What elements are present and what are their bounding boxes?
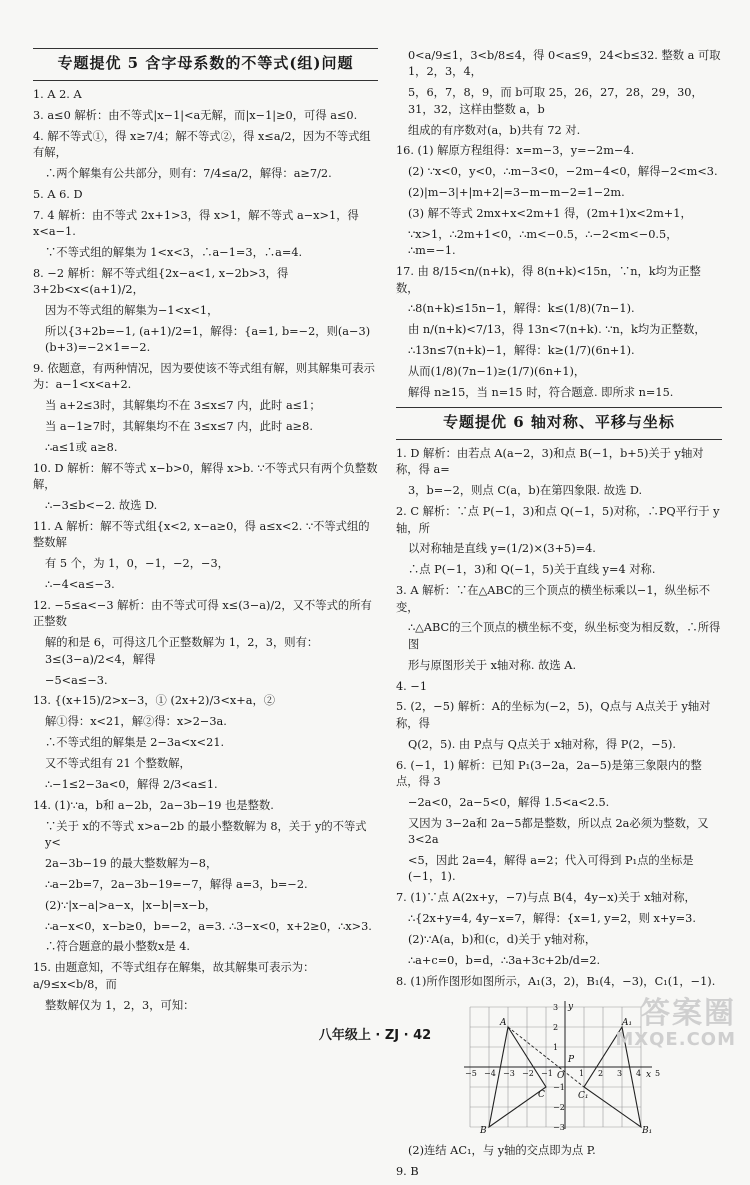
left-column — [33, 48, 378, 1018]
answer-line: −2a<0，2a−5<0，解得 1.5<a<2.5. — [408, 795, 610, 809]
answer-line: 7. (1)∵点 A(2x+y，−7)与点 B(4，4y−x)关于 x轴对称， — [396, 891, 696, 905]
x-tick-label: 5 — [655, 1068, 661, 1078]
answer-line: 又因为 3−2a和 2a−5都是整数，所以点 2a必须为整数，又 3<2a — [408, 816, 709, 846]
answer-line: ∴{2x+y=4, 4y−x=7，解得：{x=1, y=2，则 x+y=3. — [408, 912, 696, 925]
y-tick-label: 2 — [553, 1022, 559, 1032]
y-tick-label: 1 — [553, 1042, 559, 1052]
x-tick-label: −2 — [522, 1068, 534, 1078]
point-b1-label: B₁ — [642, 1125, 653, 1136]
answer-line: ∴点 P(−1，3)和 Q(−1，5)关于直线 y=4 对称. — [408, 563, 656, 577]
answer-line: (2)∵A(a，b)和(c，d)关于 y轴对称， — [408, 932, 597, 946]
answer-line: 1. A 2. A — [33, 87, 82, 101]
answer-line: 15. 由题意知，不等式组存在解集，故其解集可表示为：a/9≤x<b/8，而 — [33, 961, 315, 991]
point-a-label: A — [500, 1017, 507, 1028]
right-answer-list-end — [396, 1143, 722, 1180]
answer-line: (2)|m−3|+|m+2|=3−m−m−2=1−2m. — [408, 186, 625, 200]
section-title-5: 专题提优 5 含字母系数的不等式(组)问题 — [33, 48, 378, 81]
answer-line: ∵关于 x的不等式 x>a−2b 的最小整数解为 8，关于 y的不等式 y< — [45, 819, 367, 849]
y-axis-label: y — [568, 1001, 574, 1012]
answer-line: 1. D 解析：由若点 A(a−2，3)和点 B(−1，b+5)关于 y轴对称，得 a= — [396, 447, 704, 477]
point-c1-label: C₁ — [578, 1090, 589, 1101]
answer-line: 16. (1) 解原方程组得：x=m−3，y=−2m−4. — [396, 144, 635, 158]
answer-line: ∵x>1，∴2m+1<0，∴m<−0.5，∴−2<m<−0.5，∴m=−1. — [408, 227, 678, 258]
y-tick-label: −2 — [553, 1102, 565, 1112]
answer-line: ∴−3≤b<−2. 故选 D. — [45, 499, 158, 513]
x-tick-label: −4 — [484, 1068, 496, 1078]
answer-line: ∴8(n+k)≤15n−1，解得：k≤(1/8)(7n−1). — [408, 302, 635, 316]
answer-line: 5. A 6. D — [33, 187, 83, 201]
answer-line: ∴−4<a≤−3. — [45, 578, 115, 592]
y-tick-label: −1 — [553, 1082, 565, 1092]
answer-line: 5. (2，−5) 解析：A的坐标为(−2，5)，Q点与 A点关于 y轴对称，得 — [396, 700, 711, 730]
answer-line: −5<a≤−3. — [45, 673, 108, 687]
answer-line: 组成的有序数对(a，b)共有 72 对. — [408, 123, 581, 137]
answer-line: ∴符合题意的最小整数x是 4. — [45, 940, 191, 954]
answer-line: 以对称轴是直线 y=(1/2)×(3+5)=4. — [408, 542, 596, 556]
left-answer-list — [33, 87, 378, 1014]
answer-line: 解的和是 6，可得这几个正整数解为 1，2，3，则有：3≤(3−a)/2<4，解得 — [45, 636, 319, 666]
answer-line: 6. (−1，1) 解析：已知 P₁(3−2a，2a−5)是第三象限内的整点，得 3 — [396, 758, 702, 788]
answer-line: ∴a−x<0，x−b≥0，b=−2，a=3. ∴3−x<0，x+2≥0，∴x>3. — [45, 919, 372, 933]
answer-line: 形与原图形关于 x轴对称. 故选 A. — [408, 658, 577, 672]
page-footer: 八年级上 · ZJ · 42 — [318, 1028, 432, 1043]
answer-line: ∴不等式组的解集是 2−3a<x<21. — [45, 736, 225, 750]
answer-line: ∴a+c=0，b=d，∴3a+3c+2b/d=2. — [408, 953, 601, 967]
x-tick-label: −5 — [465, 1068, 477, 1078]
answer-line: 5，6，7，8，9，而 b可取 25，26，27，28，29，30，31，32，这样由整数 a，b — [408, 86, 703, 116]
watermark-logo — [576, 998, 736, 1054]
answer-line: 当 a−1≥7时，其解集均不在 3≤x≤7 内，此时 a≥8. — [45, 420, 313, 434]
answer-line: 8. −2 解析：解不等式组{2x−a<1, x−2b>3，得 3+2b<x<(a+1)/2， — [33, 266, 289, 296]
y-tick-label: −3 — [553, 1122, 565, 1132]
answer-line: 有 5 个，为 1，0，−1，−2，−3， — [45, 557, 229, 571]
answer-line: 3. a≤0 解析：由不等式|x−1|<a无解，而|x−1|≥0，可得 a≤0. — [33, 108, 358, 122]
x-tick-label: 1 — [579, 1068, 585, 1078]
answer-line: 解得 n≥15，当 n=15 时，符合题意. 即所求 n=15. — [408, 385, 674, 399]
answer-line: 2a−3b−19 的最大整数解为−8， — [45, 856, 218, 870]
watermark-line-2: MXQE.COM — [615, 1029, 736, 1050]
right-answer-list-bottom — [396, 446, 722, 990]
answer-line: 由 n/(n+k)<7/13，得 13n<7(n+k). ∵n，k均为正整数， — [408, 323, 706, 337]
point-a1-label: A₁ — [622, 1017, 633, 1028]
answer-line: 14. (1)∵a，b和 a−2b，2a−3b−19 也是整数. — [33, 798, 274, 812]
answer-line: 从而(1/8)(7n−1)≥(1/7)(6n+1)， — [408, 365, 586, 378]
answer-line: ∴13n≤7(n+k)−1，解得：k≥(1/7)(6n+1). — [408, 344, 635, 358]
right-answer-list-top — [396, 48, 722, 401]
x-tick-label: 4 — [636, 1068, 642, 1078]
answer-line: 11. A 解析：解不等式组{x<2, x−a≥0，得 a≤x<2. ∵不等式组的整数解 — [33, 520, 370, 550]
answer-line: 又不等式组有 21 个整数解， — [45, 757, 191, 770]
answer-line: ∵不等式组的解集为 1<x<3，∴a−1=3，∴a=4. — [45, 245, 303, 259]
answer-line: ∴a≤1或 a≥8. — [45, 441, 118, 454]
answer-line: (2)∵|x−a|>a−x，|x−b|=x−b， — [45, 898, 217, 912]
answer-line: (2) ∵x<0，y<0，∴m−3<0，−2m−4<0，解得−2<m<3. — [408, 165, 718, 179]
answer-line: 7. 4 解析：由不等式 2x+1>3，得 x>1，解不等式 a−x>1，得 x<a−1. — [33, 208, 359, 238]
x-tick-label: −3 — [503, 1068, 515, 1078]
point-c-label: C — [538, 1089, 545, 1100]
answer-line: (2)连结 AC₁，与 y轴的交点即为点 P. — [408, 1143, 596, 1157]
x-axis-label: x — [646, 1069, 652, 1080]
answer-line: 3，b=−2，则点 C(a，b)在第四象限. 故选 D. — [408, 484, 643, 498]
y-tick-label: 3 — [553, 1002, 559, 1012]
answer-line: <5，因此 2a=4，解得 a=2；代入可得到 P₁点的坐标是(−1，1). — [408, 853, 694, 884]
x-tick-label: 3 — [617, 1068, 623, 1078]
answer-line: 3. A 解析：∵在△ABC的三个顶点的横坐标乘以−1，纵坐标不变， — [396, 584, 711, 614]
section-title-6: 专题提优 6 轴对称、平移与坐标 — [396, 407, 722, 440]
watermark-line-1: 答案圈 — [640, 996, 736, 1031]
answer-line: 2. C 解析：∵点 P(−1，3)和点 Q(−1，5)对称，∴PQ平行于 y轴，所 — [396, 505, 720, 535]
answer-line: 12. −5≤a<−3 解析：由不等式可得 x≤(3−a)/2，又不等式的所有正整数 — [33, 599, 372, 629]
answer-line: 因为不等式组的解集为−1<x<1， — [45, 303, 219, 317]
answer-line: 17. 由 8/15<n/(n+k)，得 8(n+k)<15n，∵n，k均为正整数， — [396, 265, 701, 295]
answer-line: 当 a+2≤3时，其解集均不在 3≤x≤7 内，此时 a≤1； — [45, 399, 321, 413]
answer-line: ∴a−2b=7，2a−3b−19=−7，解得 a=3，b=−2. — [45, 877, 308, 891]
answer-line: 4. 解不等式①，得 x≥7/4；解不等式②，得 x≤a/2，因为不等式组有解， — [33, 129, 371, 159]
answer-line: ∴−1≤2−3a<0，解得 2/3<a≤1. — [45, 777, 218, 791]
x-tick-label: 2 — [598, 1068, 604, 1078]
answer-line: 8. (1)所作图形如图所示，A₁(3，2)，B₁(4，−3)，C₁(1，−1). — [396, 974, 716, 988]
answer-line: Q(2，5). 由 P点与 Q点关于 x轴对称，得 P(2，−5). — [408, 737, 676, 751]
answer-line: ∴△ABC的三个顶点的横坐标不变，纵坐标变为相反数，∴所得图 — [408, 621, 721, 651]
x-tick-label: −1 — [541, 1068, 553, 1078]
answer-line: ∴两个解集有公共部分，则有：7/4≤a/2，解得：a≥7/2. — [45, 166, 332, 180]
answer-line: 所以{3+2b=−1, (a+1)/2=1，解得：{a=1, b=−2，则(a−3)(b+3)=−2×1=−2. — [45, 324, 371, 355]
answer-line: (3) 解不等式 2mx+x<2m+1 得，(2m+1)x<2m+1， — [408, 207, 692, 220]
point-b-label: B — [480, 1125, 487, 1136]
point-p-label: P — [568, 1054, 575, 1065]
answer-line: 整数解仅为 1，2，3，可知： — [45, 998, 195, 1012]
answer-line: 0<a/9≤1，3<b/8≤4，得 0<a≤9，24<b≤32. 整数 a 可取 1，2，3，4， — [408, 49, 721, 79]
origin-label: O — [557, 1070, 565, 1081]
answer-line: 9. B — [396, 1164, 419, 1178]
answer-line: 13. {(x+15)/2>x−3，① (2x+2)/3<x+a，② — [33, 694, 276, 708]
answer-line: 9. 依题意，有两种情况，因为要使该不等式组有解，则其解集可表示为：a−1<x<a+2. — [33, 362, 375, 392]
answer-line: 10. D 解析：解不等式 x−b>0，解得 x>b. ∵不等式只有两个负整数解， — [33, 461, 378, 492]
answer-line: 解①得：x<21，解②得：x>2−3a. — [45, 715, 227, 729]
answer-line: 4. −1 — [396, 679, 428, 693]
